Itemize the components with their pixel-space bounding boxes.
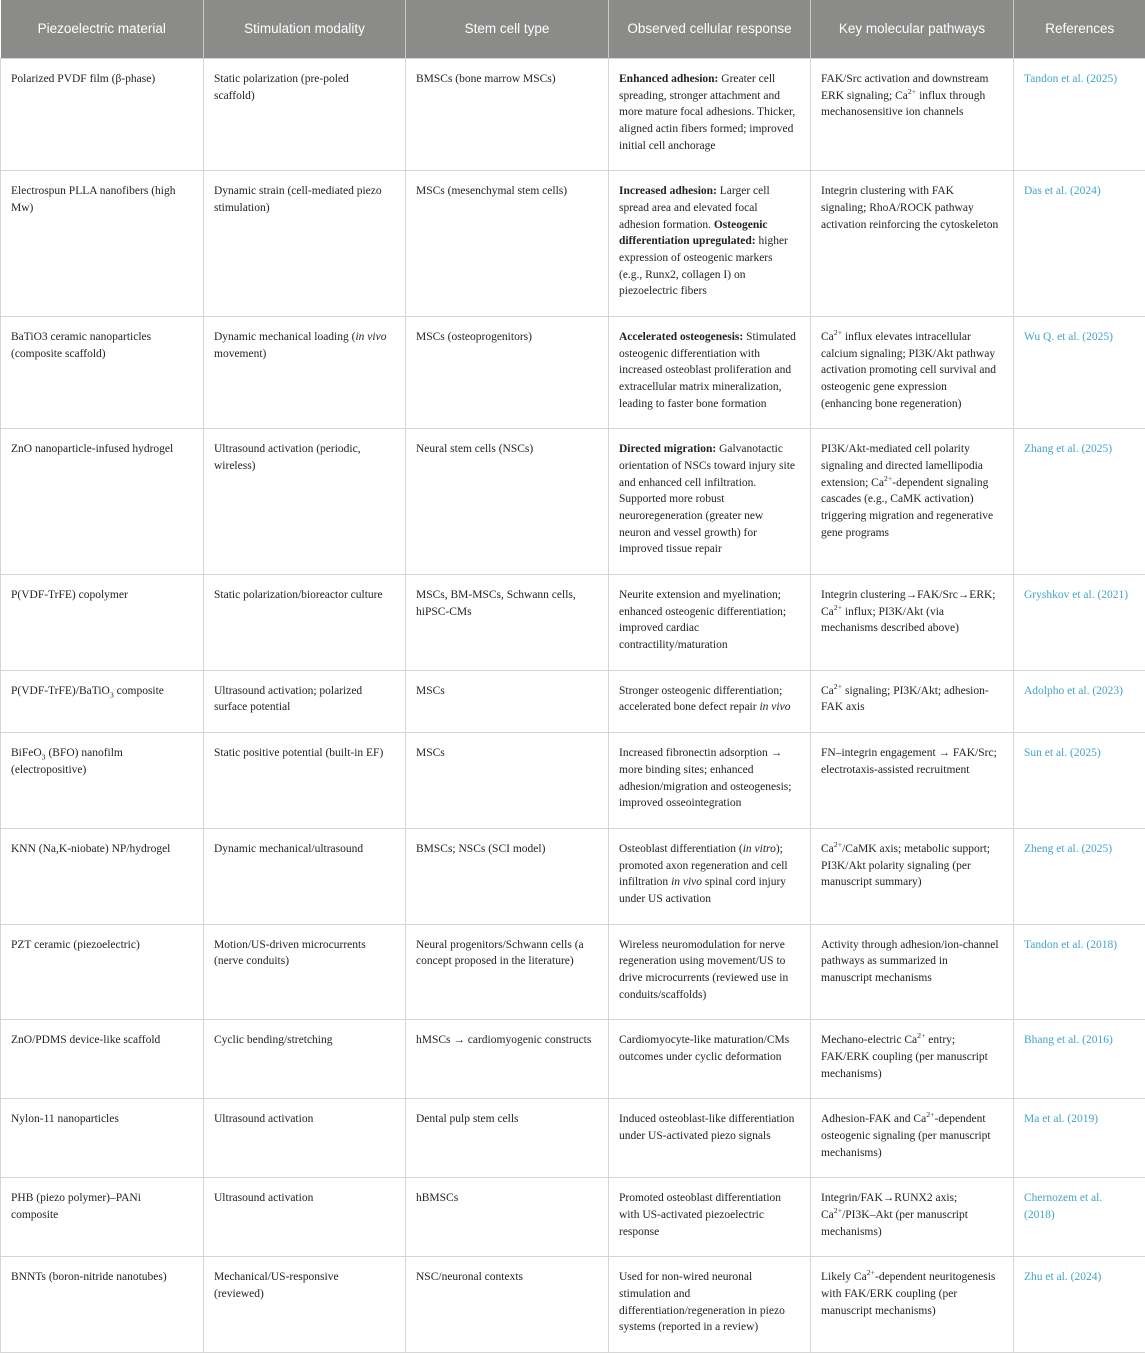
table-row	[1, 828, 1145, 924]
cell-text: Greater cell spreading, stronger attachment and more mature focal adhesions. Thicker, aligned actin fibers formed; improved initial cell anchorage	[619, 73, 795, 152]
cell-text: KNN (Na,K-niobate) NP/hydrogel	[11, 843, 170, 855]
cell-text: Dental pulp stem cells	[416, 1113, 519, 1125]
cell-text: MSCs (mesenchymal stem cells)	[416, 185, 567, 197]
cell-text: /CaMK axis; metabolic support; PI3K/Akt polarity signaling (per manuscript summary)	[821, 843, 990, 888]
cell-reference	[1014, 575, 1145, 671]
cell-material	[1, 59, 204, 171]
table-row	[1, 733, 1145, 829]
cell-reference	[1014, 1257, 1145, 1353]
cell-text: MSCs, BM-MSCs, Schwann cells, hiPSC-CMs	[416, 589, 576, 618]
cell-text: Integrin/FAK→RUNX2 axis; Ca	[821, 1192, 957, 1221]
cell-text: 3	[110, 690, 114, 699]
reference-link[interactable]: Ma et al. (2019)	[1024, 1113, 1098, 1125]
cell-material	[1, 1257, 204, 1353]
cell-text: Accelerated osteogenesis:	[619, 331, 743, 343]
cell-material	[1, 670, 204, 732]
column-header-stem-cell-type: Stem cell type	[406, 0, 609, 59]
cell-stimulation	[204, 1178, 406, 1257]
cell-text: Neurite extension and myelination; enhanced osteogenic differentiation; improved cardiac contractility/maturation	[619, 589, 786, 651]
cell-pathways	[811, 1099, 1014, 1178]
cell-text: Stronger osteogenic differentiation; accelerated bone defect repair	[619, 685, 782, 714]
cell-stimulation	[204, 670, 406, 732]
cell-text: Integrin clustering with FAK signaling; RhoA/ROCK pathway activation reinforcing the cytoskeleton	[821, 185, 998, 230]
table-row	[1, 171, 1145, 317]
cell-text: hMSCs → cardiomyogenic constructs	[416, 1034, 591, 1046]
cell-response	[609, 1178, 811, 1257]
cell-text: -dependent osteogenic signaling (per manuscript mechanisms)	[821, 1113, 991, 1158]
cell-text: (BFO) nanofilm (electropositive)	[11, 747, 123, 776]
cell-reference	[1014, 171, 1145, 317]
cell-material	[1, 924, 204, 1020]
cell-reference	[1014, 1099, 1145, 1178]
cell-cell-type	[406, 429, 609, 575]
cell-pathways	[811, 1178, 1014, 1257]
cell-cell-type	[406, 670, 609, 732]
cell-stimulation	[204, 429, 406, 575]
cell-response	[609, 1020, 811, 1099]
cell-stimulation	[204, 924, 406, 1020]
cell-text: entry; FAK/ERK coupling (per manuscript mechanisms)	[821, 1034, 988, 1079]
cell-text: movement)	[214, 348, 266, 360]
cell-text: Osteogenic differentiation upregulated:	[619, 219, 768, 248]
cell-pathways	[811, 924, 1014, 1020]
table-row	[1, 429, 1145, 575]
reference-link[interactable]: Zhu et al. (2024)	[1024, 1271, 1101, 1283]
cell-text: Adhesion-FAK and Ca	[821, 1113, 926, 1125]
cell-cell-type	[406, 1099, 609, 1178]
cell-text: Electrospun PLLA nanofibers (high Mw)	[11, 185, 175, 214]
cell-pathways	[811, 828, 1014, 924]
reference-link[interactable]: Gryshkov et al. (2021)	[1024, 589, 1128, 601]
cell-material	[1, 828, 204, 924]
cell-stimulation	[204, 828, 406, 924]
cell-text: 2+	[926, 1110, 934, 1119]
cell-material	[1, 1020, 204, 1099]
cell-stimulation	[204, 1099, 406, 1178]
cell-text: in vivo	[759, 701, 790, 713]
cell-text: Promoted osteoblast differentiation with US-activated piezoelectric response	[619, 1192, 781, 1237]
cell-response	[609, 1257, 811, 1353]
cell-cell-type	[406, 59, 609, 171]
cell-cell-type	[406, 575, 609, 671]
cell-reference	[1014, 1020, 1145, 1099]
cell-text: BMSCs; NSCs (SCI model)	[416, 843, 545, 855]
cell-text: influx elevates intracellular calcium signaling; PI3K/Akt pathway activation promoting cell survival and osteogenic gene expression (enhancing bone regeneration)	[821, 331, 996, 410]
cell-text: 3	[42, 752, 46, 761]
reference-link[interactable]: Bhang et al. (2016)	[1024, 1034, 1113, 1046]
cell-pathways	[811, 733, 1014, 829]
cell-material	[1, 171, 204, 317]
cell-text: 2+	[884, 474, 892, 483]
reference-link[interactable]: Tandon et al. (2025)	[1024, 73, 1117, 85]
cell-stimulation	[204, 317, 406, 429]
cell-text: BNNTs (boron-nitride nanotubes)	[11, 1271, 167, 1283]
cell-text: Dynamic strain (cell-mediated piezo stimulation)	[214, 185, 382, 214]
cell-text: Cyclic bending/stretching	[214, 1034, 333, 1046]
cell-text: Cardiomyocyte-like maturation/CMs outcomes under cyclic deformation	[619, 1034, 789, 1063]
cell-text: in vivo	[671, 876, 702, 888]
cell-text: Ultrasound activation	[214, 1113, 313, 1125]
cell-response	[609, 828, 811, 924]
cell-text: in vivo	[355, 331, 386, 343]
cell-text: spinal cord injury under US activation	[619, 876, 786, 905]
cell-text: 2+	[867, 1268, 875, 1277]
cell-text: Static positive potential (built-in EF)	[214, 747, 383, 759]
table-row	[1, 59, 1145, 171]
cell-text: Ultrasound activation; polarized surface potential	[214, 685, 362, 714]
column-header-piezoelectric-material: Piezoelectric material	[1, 0, 204, 59]
cell-text: PHB (piezo polymer)–PANi composite	[11, 1192, 141, 1221]
cell-pathways	[811, 575, 1014, 671]
cell-pathways	[811, 1257, 1014, 1353]
cell-text: Increased adhesion:	[619, 185, 717, 197]
cell-reference	[1014, 1178, 1145, 1257]
cell-text: Enhanced adhesion:	[619, 73, 718, 85]
cell-text: 2+	[834, 840, 842, 849]
cell-response	[609, 317, 811, 429]
cell-stimulation	[204, 59, 406, 171]
cell-text: Ca	[821, 331, 834, 343]
cell-reference	[1014, 317, 1145, 429]
table-row	[1, 1099, 1145, 1178]
column-header-observed-cellular-response: Observed cellular response	[609, 0, 811, 59]
cell-text: Motion/US-driven microcurrents (nerve conduits)	[214, 939, 366, 968]
cell-text: ZnO nanoparticle-infused hydrogel	[11, 443, 173, 455]
cell-text: in vitro	[743, 843, 776, 855]
cell-text: P(VDF-TrFE) copolymer	[11, 589, 128, 601]
cell-text: Ca	[821, 685, 834, 697]
cell-text: Static polarization/bioreactor culture	[214, 589, 383, 601]
cell-text: Mechano-electric Ca	[821, 1034, 917, 1046]
cell-material	[1, 1178, 204, 1257]
cell-pathways	[811, 1020, 1014, 1099]
cell-stimulation	[204, 1020, 406, 1099]
cell-text: FAK/Src activation and downstream ERK signaling; Ca	[821, 73, 988, 102]
cell-text: MSCs (osteoprogenitors)	[416, 331, 532, 343]
cell-text: Used for non-wired neuronal stimulation and differentiation/regeneration in piezo systems (reported in a review)	[619, 1271, 785, 1333]
cell-text: MSCs	[416, 685, 445, 697]
cell-text: -dependent neuritogenesis with FAK/ERK coupling (per manuscript mechanisms)	[821, 1271, 995, 1316]
reference-link[interactable]: Zheng et al. (2025)	[1024, 843, 1112, 855]
cell-reference	[1014, 924, 1145, 1020]
cell-cell-type	[406, 1020, 609, 1099]
reference-link[interactable]: Tandon et al. (2018)	[1024, 939, 1117, 951]
table-row	[1, 1020, 1145, 1099]
cell-cell-type	[406, 733, 609, 829]
cell-pathways	[811, 59, 1014, 171]
cell-cell-type	[406, 317, 609, 429]
cell-reference	[1014, 733, 1145, 829]
cell-reference	[1014, 59, 1145, 171]
cell-text: Mechanical/US-responsive (reviewed)	[214, 1271, 339, 1300]
cell-response	[609, 924, 811, 1020]
cell-text: Polarized PVDF film (β-phase)	[11, 73, 155, 85]
cell-text: 2+	[908, 87, 916, 96]
cell-text: Ultrasound activation	[214, 1192, 313, 1204]
table-row	[1, 1178, 1145, 1257]
cell-cell-type	[406, 924, 609, 1020]
cell-text: NSC/neuronal contexts	[416, 1271, 523, 1283]
cell-stimulation	[204, 171, 406, 317]
cell-text: FN–integrin engagement → FAK/Src; electrotaxis-assisted recruitment	[821, 747, 997, 776]
cell-response	[609, 429, 811, 575]
cell-text: PI3K/Akt-mediated cell polarity signaling and directed lamellipodia extension; Ca	[821, 443, 983, 488]
reference-link[interactable]: Sun et al. (2025)	[1024, 747, 1101, 759]
cell-text: ); promoted axon regeneration and cell infiltration	[619, 843, 788, 888]
cell-text: influx; PI3K/Akt (via mechanisms described above)	[821, 606, 959, 635]
cell-text: 2+	[834, 328, 842, 337]
cell-response	[609, 171, 811, 317]
cell-text: composite	[114, 685, 164, 697]
cell-text: 2+	[834, 682, 842, 691]
cell-text: 2+	[917, 1031, 925, 1040]
cell-response	[609, 575, 811, 671]
table-row	[1, 924, 1145, 1020]
column-header-key-molecular-pathways: Key molecular pathways	[811, 0, 1014, 59]
table-row	[1, 670, 1145, 732]
cell-text: Neural stem cells (NSCs)	[416, 443, 533, 455]
column-header-stimulation-modality: Stimulation modality	[204, 0, 406, 59]
cell-text: Dynamic mechanical/ultrasound	[214, 843, 363, 855]
cell-response	[609, 1099, 811, 1178]
cell-text: Osteoblast differentiation (	[619, 843, 743, 855]
cell-reference	[1014, 429, 1145, 575]
reference-link[interactable]: Das et al. (2024)	[1024, 185, 1101, 197]
cell-text: hBMSCs	[416, 1192, 458, 1204]
table-row	[1, 317, 1145, 429]
header-row	[1, 0, 1145, 59]
cell-cell-type	[406, 1257, 609, 1353]
cell-material	[1, 1099, 204, 1178]
cell-stimulation	[204, 1257, 406, 1353]
cell-text: Nylon-11 nanoparticles	[11, 1113, 119, 1125]
cell-reference	[1014, 670, 1145, 732]
cell-text: BMSCs (bone marrow MSCs)	[416, 73, 556, 85]
cell-text: Static polarization (pre-poled scaffold)	[214, 73, 349, 102]
cell-pathways	[811, 670, 1014, 732]
cell-text: P(VDF-TrFE)/BaTiO	[11, 685, 110, 697]
table-row	[1, 575, 1145, 671]
cell-pathways	[811, 171, 1014, 317]
cell-material	[1, 429, 204, 575]
cell-text: Induced osteoblast-like differentiation under US-activated piezo signals	[619, 1113, 794, 1142]
cell-material	[1, 317, 204, 429]
cell-text: Integrin clustering→FAK/Src→ERK; Ca	[821, 589, 996, 618]
cell-material	[1, 733, 204, 829]
cell-text: influx through mechanosensitive ion channels	[821, 90, 985, 119]
cell-reference	[1014, 828, 1145, 924]
cell-response	[609, 733, 811, 829]
cell-stimulation	[204, 575, 406, 671]
cell-text: Neural progenitors/Schwann cells (a concept proposed in the literature)	[416, 939, 584, 968]
cell-text: Stimulated osteogenic differentiation with increased osteoblast proliferation and extracellular matrix mineralization, leading to faster bone formation	[619, 331, 796, 410]
cell-text: 2+	[834, 603, 842, 612]
cell-text: Increased fibronectin adsorption → more binding sites; enhanced adhesion/migration and osteogenesis; improved osseointegration	[619, 747, 791, 809]
cell-response	[609, 670, 811, 732]
cell-cell-type	[406, 828, 609, 924]
cell-cell-type	[406, 1178, 609, 1257]
cell-text: Activity through adhesion/ion-channel pathways as summarized in manuscript mechanisms	[821, 939, 999, 984]
cell-text: MSCs	[416, 747, 445, 759]
cell-pathways	[811, 317, 1014, 429]
table-body	[1, 59, 1145, 1353]
cell-text: Larger cell spread area and elevated focal adhesion formation.	[619, 185, 770, 230]
cell-stimulation	[204, 733, 406, 829]
cell-pathways	[811, 429, 1014, 575]
cell-text: Galvanotactic orientation of NSCs toward injury site and enhanced cell infiltration. Supported more robust neuroregeneration (greater new neuron and vessel growth) for improved tissue repair	[619, 443, 795, 555]
cell-text: Ca	[821, 843, 834, 855]
cell-text: 2+	[834, 1206, 842, 1215]
cell-text: Likely Ca	[821, 1271, 867, 1283]
reference-link[interactable]: Zhang et al. (2025)	[1024, 443, 1112, 455]
table-row	[1, 1257, 1145, 1353]
cell-text: signaling; PI3K/Akt; adhesion-FAK axis	[821, 685, 989, 714]
cell-text: /PI3K–Akt (per manuscript mechanisms)	[821, 1209, 968, 1238]
column-header-references: References	[1014, 0, 1145, 59]
cell-text: -dependent signaling cascades (e.g., CaMK activation) triggering migration and regenerative gene programs	[821, 477, 993, 539]
cell-text: Dynamic mechanical loading (	[214, 331, 355, 343]
cell-material	[1, 575, 204, 671]
reference-link[interactable]: Chernozem et al. (2018)	[1024, 1192, 1102, 1221]
cell-text: BaTiO3 ceramic nanoparticles (composite scaffold)	[11, 331, 151, 360]
reference-link[interactable]: Wu Q. et al. (2025)	[1024, 331, 1113, 343]
cell-text: PZT ceramic (piezoelectric)	[11, 939, 140, 951]
cell-text: Directed migration:	[619, 443, 716, 455]
cell-text: higher expression of osteogenic markers (e.g., Runx2, collagen I) on piezoelectric fibers	[619, 235, 788, 297]
cell-response	[609, 59, 811, 171]
cell-text: Ultrasound activation (periodic, wireless)	[214, 443, 361, 472]
reference-link[interactable]: Adolpho et al. (2023)	[1024, 685, 1123, 697]
cell-text: ZnO/PDMS device-like scaffold	[11, 1034, 160, 1046]
cell-cell-type	[406, 171, 609, 317]
cell-text: Wireless neuromodulation for nerve regeneration using movement/US to drive microcurrents (reviewed use in conduits/scaffolds)	[619, 939, 788, 1001]
cell-text: BiFeO	[11, 747, 42, 759]
